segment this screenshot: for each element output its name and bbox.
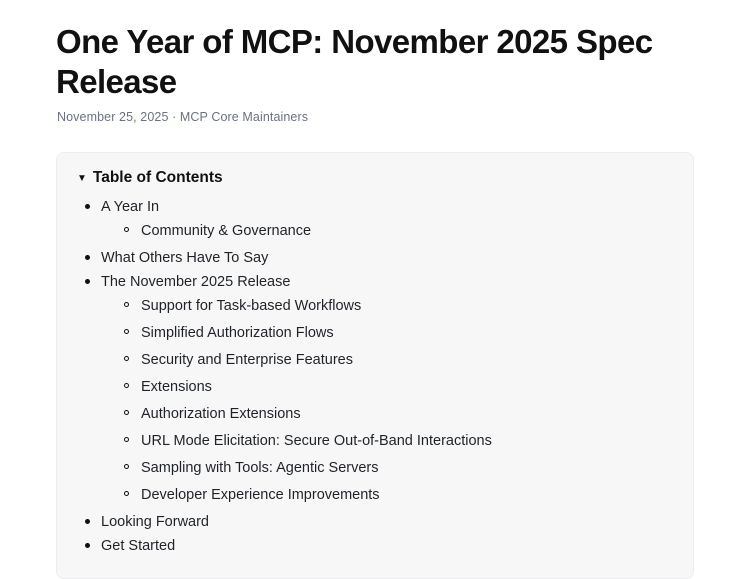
toc-item [81, 512, 675, 533]
toc-item [81, 248, 675, 269]
bullet-icon [85, 204, 90, 209]
toc-item [81, 272, 675, 506]
toc-subitem [121, 323, 675, 344]
circle-bullet-icon [124, 329, 129, 334]
toc-subitem [121, 377, 675, 398]
circle-bullet-icon [124, 383, 129, 388]
toc-link[interactable]: Get Started [101, 538, 176, 554]
toc-subitem [121, 431, 675, 452]
table-of-contents [56, 152, 694, 579]
toc-sublink[interactable]: Community & Governance [141, 223, 312, 239]
toc-subitem [121, 458, 675, 479]
toc-link[interactable]: Looking Forward [101, 514, 209, 530]
toc-sublist [101, 296, 675, 506]
toc-link[interactable]: A Year In [101, 199, 160, 215]
circle-bullet-icon [124, 410, 129, 415]
toc-subitem [121, 221, 675, 242]
bullet-icon [85, 543, 90, 548]
toc-heading: Table of Contents [92, 169, 223, 186]
circle-bullet-icon [124, 491, 129, 496]
bullet-icon [85, 255, 90, 260]
toc-sublink[interactable]: Extensions [141, 379, 212, 395]
circle-bullet-icon [124, 356, 129, 361]
toc-item [81, 197, 675, 242]
toc-sublink[interactable]: Developer Experience Improvements [141, 487, 380, 503]
toc-sublink[interactable]: URL Mode Elicitation: Secure Out-of-Band Interactions [141, 433, 492, 449]
toc-link[interactable]: What Others Have To Say [101, 250, 269, 266]
toc-sublink[interactable]: Sampling with Tools: Agentic Servers [141, 460, 379, 476]
toc-subitem [121, 350, 675, 371]
article-byline: November 25, 2025 · MCP Core Maintainers [57, 110, 309, 124]
toc-subitem [121, 485, 675, 506]
circle-bullet-icon [124, 464, 129, 469]
toc-sublink[interactable]: Simplified Authorization Flows [141, 325, 334, 341]
circle-bullet-icon [124, 437, 129, 442]
toc-list [75, 197, 675, 557]
toc-sublink[interactable]: Security and Enterprise Features [141, 352, 353, 368]
toc-sublink[interactable]: Authorization Extensions [141, 406, 301, 422]
toc-sublist [101, 221, 675, 242]
toc-subitem [121, 296, 675, 317]
bullet-icon [85, 279, 90, 284]
toc-item [81, 536, 675, 557]
bullet-icon [85, 519, 90, 524]
toc-toggle[interactable] [75, 167, 675, 189]
chevron-down-icon[interactable]: ▼ [77, 173, 87, 184]
circle-bullet-icon [124, 227, 129, 232]
toc-sublink[interactable]: Support for Task-based Workflows [141, 298, 362, 314]
toc-subitem [121, 404, 675, 425]
page-title: One Year of MCP: November 2025 Spec Release [56, 23, 653, 100]
circle-bullet-icon [124, 302, 129, 307]
toc-link[interactable]: The November 2025 Release [101, 274, 291, 290]
